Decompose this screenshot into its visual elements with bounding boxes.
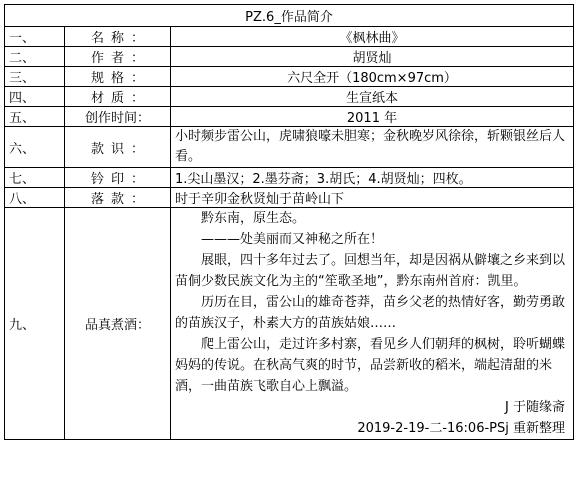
title-row — [5, 5, 574, 27]
paragraph: ———处美丽而又神秘之所在！ — [201, 232, 384, 247]
signature-value: 时于辛卯金秋贤灿于苗岭山下 — [171, 188, 574, 208]
row-number: 四、 — [5, 87, 65, 107]
paragraph: 爬上雷公山，走过许多村寨，看见乡人们朝拜的枫树，聆听蝴蝶妈妈的传说。在秋高气爽的时节，品尝新收的稻米，端起清甜的米酒，一曲苗族飞歌自心上飘溢。 — [175, 337, 566, 394]
label-char: ： — [130, 51, 144, 66]
label-text: 创作时间： — [84, 111, 150, 126]
author-value: 胡贤灿 — [171, 47, 574, 67]
label-char: 钤 — [91, 172, 105, 187]
label-char: 识 — [110, 141, 124, 157]
row-number: 三、 — [5, 67, 65, 87]
row-date — [5, 107, 574, 127]
row-size — [5, 67, 574, 87]
row-label — [65, 127, 171, 168]
edit-timestamp: 2019-2-19-二-16:06-PSj 重新整理 — [357, 421, 565, 436]
label-char: 质 — [110, 91, 124, 106]
row-author — [5, 47, 574, 67]
row-label — [65, 188, 171, 208]
row-label — [65, 27, 171, 47]
label-char: ： — [130, 91, 144, 106]
material-value: 生宣纸本 — [171, 87, 574, 107]
label-char: 印 — [110, 172, 124, 187]
artwork-title: 《枫林曲》 — [171, 27, 574, 47]
label-char: 款 — [91, 141, 105, 157]
row-material — [5, 87, 574, 107]
label-text: 品真煮酒： — [84, 318, 150, 333]
label-char: 落 — [91, 192, 105, 207]
row-label — [65, 107, 171, 127]
appreciation-text — [171, 208, 574, 440]
label-char: 规 — [91, 71, 105, 86]
row-number: 二、 — [5, 47, 65, 67]
row-signature — [5, 188, 574, 208]
row-label — [65, 168, 171, 188]
size-value: 六尺全开（180cm×97cm） — [171, 67, 574, 87]
author-signoff: J 于随缘斋 — [505, 400, 565, 415]
doc-title: PZ.6_作品简介 — [5, 5, 574, 27]
label-char: ： — [130, 172, 144, 187]
label-char: ： — [130, 141, 144, 157]
label-char: 名 — [91, 31, 105, 46]
label-char: ： — [130, 192, 144, 207]
label-char: 称 — [110, 31, 124, 46]
label-char: 款 — [110, 192, 124, 207]
inscription-value: 小时频步雷公山，虎啸狼嚎未胆寒；金秋晚岁风徐徐，斩颗银丝后人看。 — [171, 127, 574, 168]
row-seals — [5, 168, 574, 188]
label-char: 材 — [91, 91, 105, 106]
label-char: 者 — [110, 51, 124, 66]
row-number: 八、 — [5, 188, 65, 208]
label-char: ： — [130, 31, 144, 46]
row-number: 九、 — [5, 208, 65, 440]
row-appreciation — [5, 208, 574, 440]
label-char: 作 — [91, 51, 105, 66]
row-number: 一、 — [5, 27, 65, 47]
row-number: 六、 — [5, 127, 65, 168]
label-char: ： — [130, 71, 144, 86]
row-label — [65, 87, 171, 107]
artwork-info-table — [4, 4, 574, 440]
paragraph: 黔东南，原生态。 — [201, 211, 306, 226]
paragraph: 展眼，四十多年过去了。回想当年，却是因祸从僻壤之乡来到以苗侗少数民族文化为主的“笙歌圣地”，黔东南州首府：凯里。 — [175, 253, 566, 289]
row-label — [65, 208, 171, 440]
label-char: 格 — [110, 71, 124, 86]
row-label — [65, 67, 171, 87]
seals-value: 1.尖山墨汉；2.墨芬斋；3.胡氏；4.胡贤灿；四枚。 — [171, 168, 574, 188]
date-value: 2011 年 — [171, 107, 574, 127]
row-name — [5, 27, 574, 47]
row-label — [65, 47, 171, 67]
row-number: 五、 — [5, 107, 65, 127]
paragraph: 历历在目，雷公山的雄奇苍莽，苗乡父老的热情好客，勤劳勇敢的苗族汉子，朴素大方的苗族姑娘…… — [175, 295, 566, 331]
row-inscription — [5, 127, 574, 168]
row-number: 七、 — [5, 168, 65, 188]
